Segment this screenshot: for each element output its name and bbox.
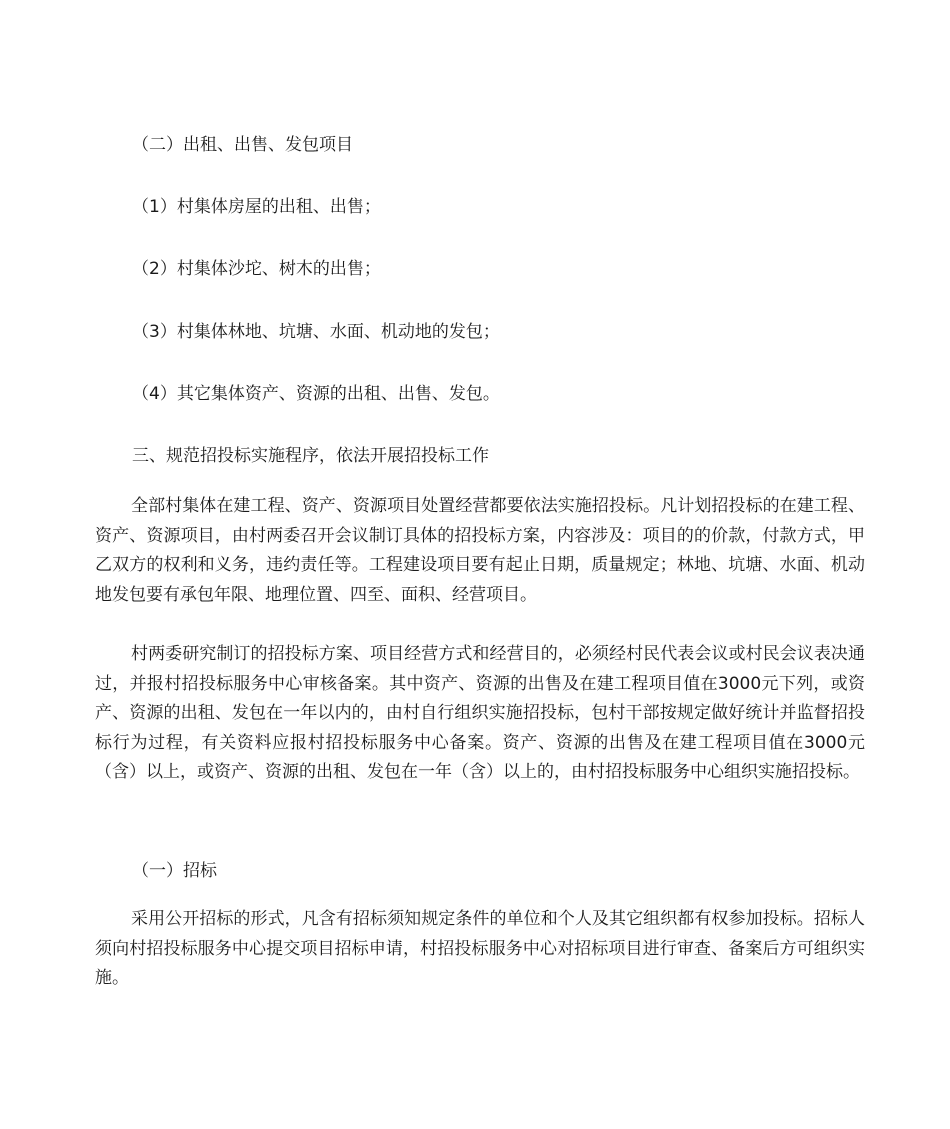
section-heading-lease-sale: （二）出租、出售、发包项目 <box>132 135 353 155</box>
paragraph-tender-approval: 村两委研究制订的招投标方案、项目经营方式和经营目的，必须经村民代表会议或村民会议表决通过，并报村招投标服务中心审核备案。其中资产、资源的出售及在建工程项目值在3000元下列，或资产、资源的出租、发包在一年以内的，由村自行组织实施招投标，包村干部按规定做好统计并监督招投标行为过程，有关资料应报村招投标服务中心备案。资产、资源的出售及在建工程项目值在3000元（含）以上，或资产、资源的出租、发包在一年（含）以上的，由村招投标服务中心组织实施招投标。 <box>95 644 865 782</box>
list-item-3: （3）村集体林地、坑塘、水面、机动地的发包； <box>132 322 500 342</box>
section-heading-tender: （一）招标 <box>132 861 217 881</box>
paragraph-public-tender: 采用公开招标的形式，凡含有招标须知规定条件的单位和个人及其它组织都有权参加投标。招标人须向村招投标服务中心提交项目招标申请，村招投标服务中心对招标项目进行审查、备案后方可组织实施。 <box>95 909 865 988</box>
section-heading-three: 三、规范招投标实施程序，依法开展招投标工作 <box>132 446 489 466</box>
paragraph-tender-scope: 全部村集体在建工程、资产、资源项目处置经营都要依法实施招投标。凡计划招投标的在建工程、资产、资源项目，由村两委召开会议制订具体的招投标方案，内容涉及：项目的的价款，付款方式，甲乙双方的权利和义务，违约责任等。工程建设项目要有起止日期，质量规定；林地、坑塘、水面、机动地发包要有承包年限、地理位置、四至、面积、经营项目。 <box>95 496 865 605</box>
list-item-2: （2）村集体沙坨、树木的出售； <box>132 259 381 279</box>
list-item-4: （4）其它集体资产、资源的出租、出售、发包。 <box>132 384 500 404</box>
list-item-1: （1）村集体房屋的出租、出售； <box>132 197 381 217</box>
